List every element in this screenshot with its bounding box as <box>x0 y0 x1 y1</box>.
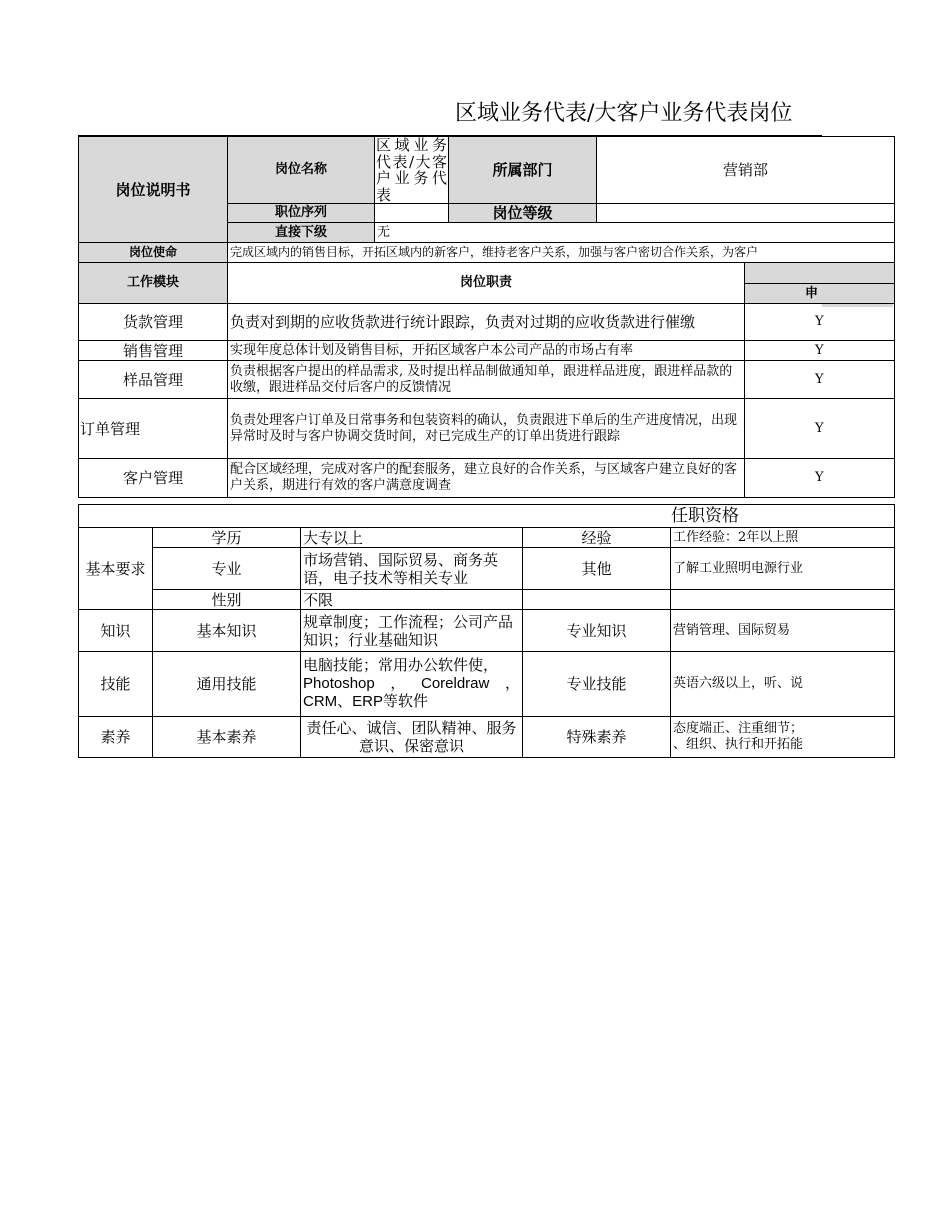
grade-label: 岗位等级 <box>449 204 597 223</box>
subordinate-label: 直接下级 <box>228 223 375 243</box>
flag-cell: Y <box>745 459 895 498</box>
mission-value[interactable]: 完成区域内的销售目标，开拓区域内的新客户，维持老客户关系，加强与客户密切合作关系，为客户 <box>228 243 895 263</box>
table-row <box>79 361 895 399</box>
knowledge-label: 知识 <box>79 610 153 652</box>
special-quality-line: 、组织、执行和开拓能 <box>673 737 804 752</box>
other-value: 了解工业照明电源行业 <box>671 548 895 590</box>
experience-label: 经验 <box>523 528 671 548</box>
special-quality-label: 特殊素养 <box>523 717 671 758</box>
header-fill <box>745 263 895 284</box>
post-name-value[interactable]: 区域业务代表/大客户业务代表 <box>376 136 447 204</box>
table-row <box>79 459 895 498</box>
gender-label: 性别 <box>153 590 301 610</box>
duty-cell: 负责根据客户提出的样品需求, 及时提出样品制做通知单，跟进样品进度，跟进样品款的收缴，跟进样品交付后客户的反馈情况 <box>228 361 745 399</box>
basic-label: 基本要求 <box>79 528 153 610</box>
module-cell: 客户管理 <box>79 459 228 498</box>
pro-knowledge-label: 专业知识 <box>523 610 671 652</box>
module-header: 工作模块 <box>79 263 228 304</box>
separator: ， <box>504 674 520 692</box>
software-name: Coreldraw <box>421 674 490 692</box>
other-label: 其他 <box>523 548 671 590</box>
flag-cell: Y <box>745 399 895 459</box>
dept-value[interactable]: 营销部 <box>597 137 895 204</box>
module-cell: 货款管理 <box>79 304 228 341</box>
module-cell: 样品管理 <box>79 361 228 399</box>
major-label: 专业 <box>153 548 301 590</box>
pro-skill-label: 专业技能 <box>523 652 671 717</box>
sequence-value[interactable] <box>375 204 449 223</box>
table-row <box>79 304 895 341</box>
education-label: 学历 <box>153 528 301 548</box>
sequence-label: 职位序列 <box>228 204 375 223</box>
pro-knowledge-value: 营销管理、国际贸易 <box>671 610 895 652</box>
duty-cell: 配合区域经理，完成对客户的配套服务，建立良好的合作关系，与区域客户建立良好的客户关系，期进行有效的客户满意度调查 <box>228 459 745 498</box>
education-value: 大专以上 <box>301 528 523 548</box>
experience-value: 工作经验：2年以上照 <box>671 528 895 548</box>
post-name-label: 岗位名称 <box>228 137 375 204</box>
sub-header: 申 <box>745 284 895 304</box>
duty-cell: 实现年度总体计划及销售目标，开拓区域客户本公司产品的市场占有率 <box>228 341 745 361</box>
table-row <box>79 341 895 361</box>
flag-cell: Y <box>745 361 895 399</box>
duty-cell: 负责处理客户订单及日常事务和包装资料的确认，负责跟进下单后的生产进度情况，出现异常时及时与客户协调交货时间，对已完成生产的订单出货进行跟踪 <box>228 399 745 459</box>
separator: ， <box>390 674 406 692</box>
empty-cell <box>523 590 671 610</box>
empty-cell <box>671 590 895 610</box>
qualification-table <box>78 504 895 758</box>
module-cell: 订单管理 <box>79 399 228 459</box>
page-title: 区域业务代表/大客户业务代表岗位 <box>455 101 793 126</box>
software-name: Photoshop <box>303 674 375 692</box>
special-quality-line: 态度端正、注重细节； <box>673 721 804 737</box>
module-cell: 销售管理 <box>79 341 228 361</box>
grade-value[interactable] <box>597 204 895 223</box>
major-value: 市场营销、国际贸易、商务英语，电子技术等相关专业 <box>301 548 523 590</box>
general-skill-line: 电脑技能；常用办公软件使， <box>303 655 499 674</box>
flag-cell: Y <box>745 341 895 361</box>
duty-header: 岗位职责 <box>228 263 745 304</box>
gender-value: 不限 <box>301 590 523 610</box>
subordinate-value[interactable]: 无 <box>375 223 895 243</box>
job-description-table <box>78 136 895 498</box>
basic-quality-value: 责任心、诚信、团队精神、服务意识、保密意识 <box>301 717 523 758</box>
skill-label: 技能 <box>79 652 153 717</box>
basic-knowledge-label: 基本知识 <box>153 610 301 652</box>
qualification-title: 任职资格 <box>79 505 895 528</box>
duty-cell: 负责对到期的应收货款进行统计跟踪，负责对过期的应收货款进行催缴 <box>228 304 745 341</box>
mission-label: 岗位使命 <box>79 243 228 263</box>
quality-label: 素养 <box>79 717 153 758</box>
general-skill-label: 通用技能 <box>153 652 301 717</box>
flag-cell: Y <box>745 304 895 341</box>
basic-knowledge-value: 规章制度；工作流程；公司产品知识；行业基础知识 <box>301 610 523 652</box>
basic-quality-label: 基本素养 <box>153 717 301 758</box>
dept-label: 所属部门 <box>449 137 597 204</box>
general-skill-line: CRM、ERP等软件 <box>303 693 429 711</box>
special-quality-value <box>671 717 895 758</box>
pro-skill-value: 英语六级以上，听、说 <box>671 652 895 717</box>
general-skill-line <box>303 675 520 694</box>
general-skill-value <box>301 652 523 717</box>
doc-label: 岗位说明书 <box>79 137 228 243</box>
table-row <box>79 399 895 459</box>
